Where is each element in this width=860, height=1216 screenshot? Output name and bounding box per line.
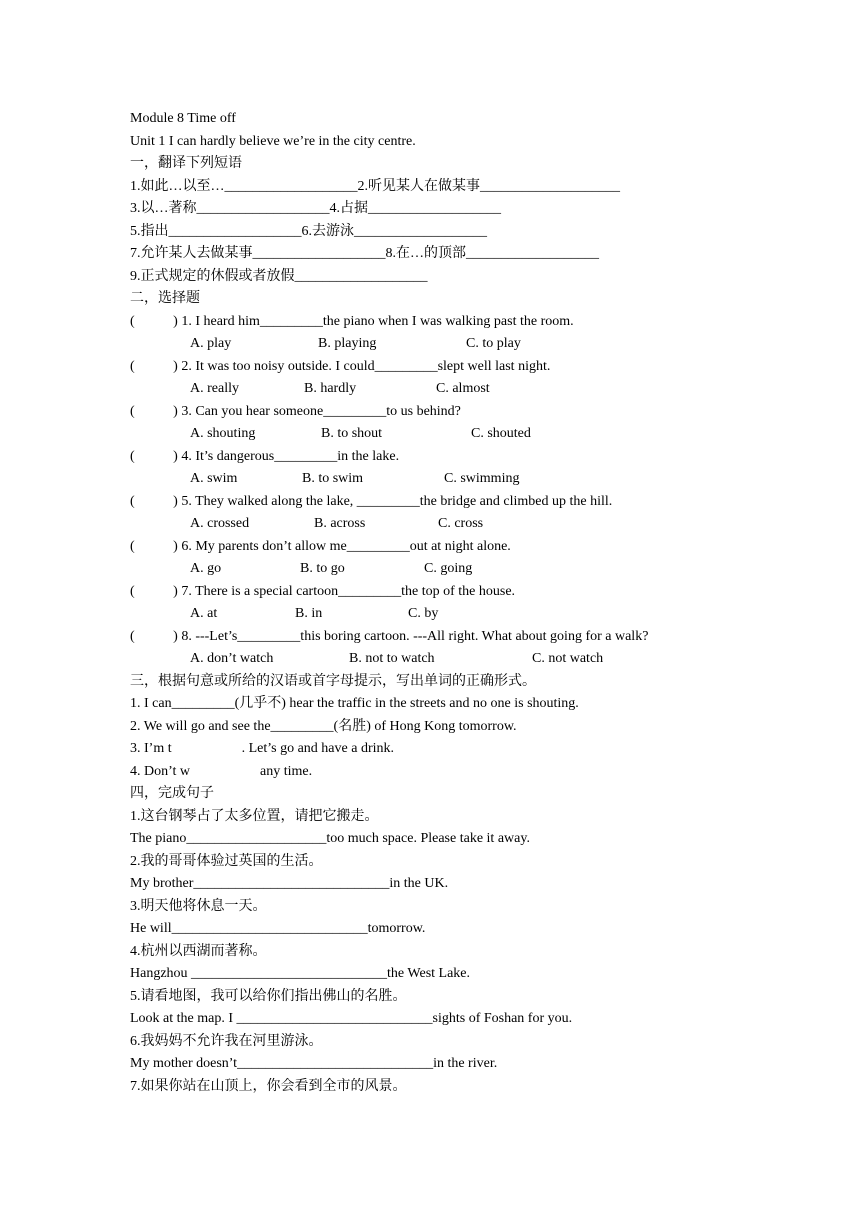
sentence-en: My brother____________________________in the UK. <box>130 876 449 891</box>
option-c: C. swimming <box>444 471 520 486</box>
question-options <box>130 513 750 536</box>
option-a: A. shouting <box>190 426 256 441</box>
question-options <box>130 468 750 491</box>
question-options <box>130 333 750 356</box>
option-c: C. almost <box>436 381 490 396</box>
question-stem: ( ) 6. My parents don’t allow me_________out at night alone. <box>130 538 511 554</box>
question-options <box>130 558 750 581</box>
question-options <box>130 378 750 401</box>
translate-line: 3.以…著称___________________4.占据___________________ <box>130 201 501 216</box>
question-options <box>130 603 750 626</box>
option-b: B. across <box>314 516 366 531</box>
sentence-cn: 5.请看地图，我可以给你们指出佛山的名胜。 <box>130 988 407 1004</box>
option-b: B. to swim <box>302 471 364 486</box>
sentence-cn: 7.如果你站在山顶上，你会看到全市的风景。 <box>130 1078 407 1094</box>
translate-line: 9.正式规定的休假或者放假___________________ <box>130 268 428 284</box>
section1-heading: 一，翻译下列短语 <box>130 156 242 171</box>
sentence-en: Look at the map. I ____________________________sights of Foshan for you. <box>130 1011 573 1026</box>
worksheet-page <box>130 108 750 1098</box>
question-stem: ( ) 3. Can you hear someone_________to us behind? <box>130 403 461 419</box>
option-b: B. hardly <box>304 381 357 396</box>
section2-heading: 二，选择题 <box>130 291 200 306</box>
sentence-cn: 3.明天他将休息一天。 <box>130 898 267 914</box>
translate-line: 5.指出___________________6.去游泳___________________ <box>130 223 487 239</box>
module-title: Module 8 Time off <box>130 111 236 126</box>
option-a: A. crossed <box>190 516 250 531</box>
option-a: A. swim <box>190 471 238 486</box>
option-c: C. by <box>408 606 439 621</box>
sentence-en: The piano____________________too much space. Please take it away. <box>130 831 530 846</box>
word-form-line: 4. Don’t w any time. <box>130 763 313 779</box>
sentence-en: He will____________________________tomorrow. <box>130 921 426 936</box>
option-c: C. shouted <box>471 426 531 441</box>
question-stem: ( ) 5. They walked along the lake, _________the bridge and climbed up the hill. <box>130 493 613 509</box>
option-a: A. at <box>190 606 218 621</box>
question-options <box>130 648 750 671</box>
option-b: B. playing <box>318 336 377 351</box>
unit-title: Unit 1 I can hardly believe we’re in the city centre. <box>130 133 416 149</box>
sentence-en: My mother doesn’t____________________________in the river. <box>130 1056 498 1071</box>
translate-line: 7.允许某人去做某事___________________8.在…的顶部___________________ <box>130 246 599 261</box>
sentence-cn: 6.我妈妈不允许我在河里游泳。 <box>130 1033 323 1049</box>
word-form-line: 1. I can_________(几乎不) hear the traffic in the streets and no one is shouting. <box>130 696 579 711</box>
option-c: C. not watch <box>532 651 604 666</box>
option-a: A. really <box>190 381 239 396</box>
option-a: A. play <box>190 336 232 351</box>
question-stem: ( ) 2. It was too noisy outside. I could_________slept well last night. <box>130 358 551 374</box>
sentence-cn: 4.杭州以西湖而著称。 <box>130 943 267 959</box>
question-stem: ( ) 8. ---Let’s_________this boring cartoon. ---All right. What about going for a walk? <box>130 628 649 644</box>
option-b: B. to shout <box>321 426 383 441</box>
word-form-line: 3. I’m t . Let’s go and have a drink. <box>130 741 395 756</box>
section4-heading: 四，完成句子 <box>130 786 214 801</box>
sentence-cn: 2.我的哥哥体验过英国的生活。 <box>130 853 323 869</box>
option-c: C. going <box>424 561 473 576</box>
option-c: C. to play <box>466 336 521 351</box>
translate-line: 1.如此…以至…___________________2.听见某人在做某事____________________ <box>130 178 620 194</box>
question-options <box>130 423 750 446</box>
option-c: C. cross <box>438 516 484 531</box>
sentence-cn: 1.这台钢琴占了太多位置，请把它搬走。 <box>130 808 379 824</box>
option-b: B. to go <box>300 561 345 576</box>
option-b: B. in <box>295 606 323 621</box>
option-b: B. not to watch <box>349 651 435 666</box>
question-stem: ( ) 1. I heard him_________the piano when I was walking past the room. <box>130 313 574 329</box>
option-a: A. go <box>190 561 222 576</box>
question-stem: ( ) 4. It’s dangerous_________in the lake. <box>130 448 400 464</box>
option-a: A. don’t watch <box>190 651 274 666</box>
word-form-line: 2. We will go and see the_________(名胜) of Hong Kong tomorrow. <box>130 718 517 734</box>
section3-heading: 三，根据句意或所给的汉语或首字母提示，写出单词的正确形式。 <box>130 673 536 689</box>
sentence-en: Hangzhou ____________________________the West Lake. <box>130 966 471 981</box>
question-stem: ( ) 7. There is a special cartoon_________the top of the house. <box>130 583 516 599</box>
